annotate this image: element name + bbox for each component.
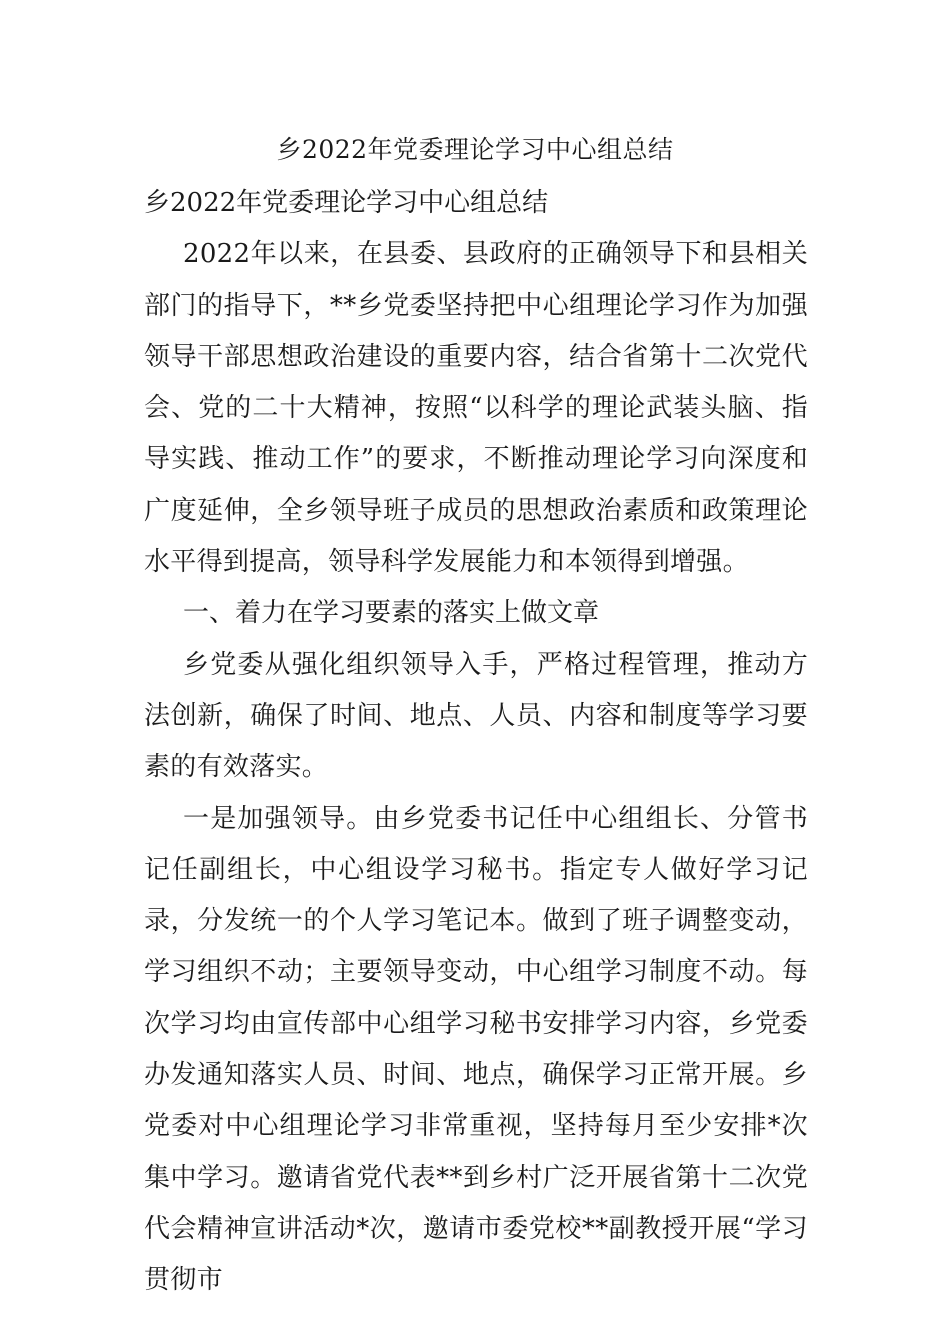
document-title: 乡2022年党委理论学习中心组总结 [276,135,674,164]
leadership-paragraph: 一是加强领导。由乡党委书记任中心组组长、分管书记任副组长，中心组设学习秘书。指定专人做好学习记录，分发统一的个人学习笔记本。做到了班子调整变动，学习组织不动；主要领导变动，中心组学习制度不动。每次学习均由宣传部中心组学习秘书安排学习内容，乡党委办发通知落实人员、时间、地点，确保学习正常开展。乡党委对中心组理论学习非常重视，坚持每月至少安排*次集中学习。邀请省党代表**到乡村广泛开展省第十二次党代会精神宣讲活动*次，邀请市委党校**副教授开展“学习贯彻市 [144,803,808,1296]
intro-paragraph: 2022年以来，在县委、县政府的正确领导下和县相关部门的指导下，**乡党委坚持把中心组理论学习作为加强领导干部思想政治建设的重要内容，结合省第十二次党代会、党的二十大精神，按照“以科学的理论武装头脑、指导实践、推动工作”的要求，不断推动理论学习向深度和广度延伸，全乡领导班子成员的思想政治素质和政策理论水平得到提高，领导科学发展能力和本领得到增强。 [144,239,808,578]
section-paragraph: 乡党委从强化组织领导入手，严格过程管理，推动方法创新，确保了时间、地点、人员、内容和制度等学习要素的有效落实。 [144,649,808,783]
document-subtitle: 乡2022年党委理论学习中心组总结 [144,188,549,218]
section-heading: 一、着力在学习要素的落实上做文章 [183,598,600,629]
document-body [144,178,808,1307]
